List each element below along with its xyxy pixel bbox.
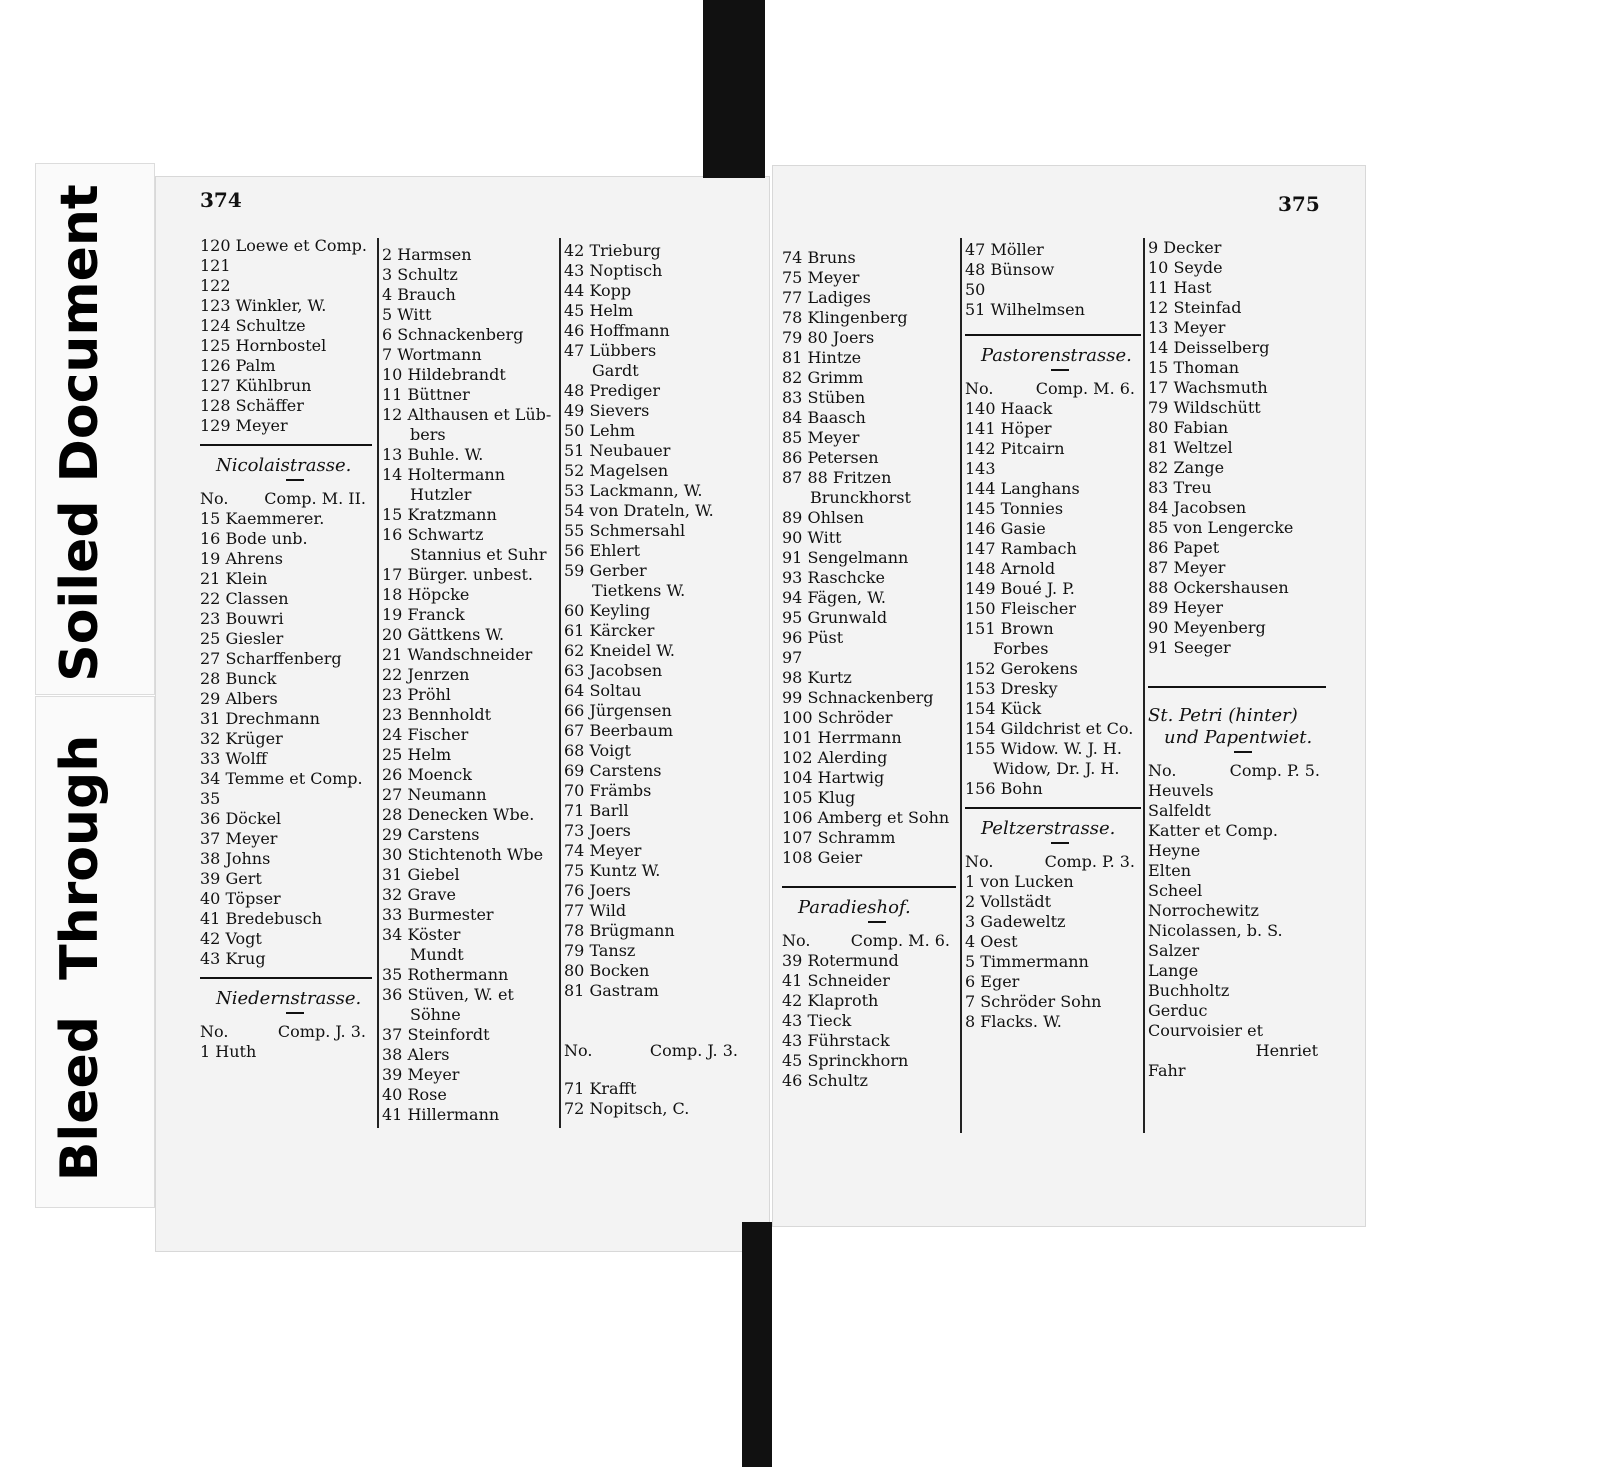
- list-entry: Elten: [1148, 861, 1191, 880]
- list-entry: 11 Hast: [1148, 278, 1212, 297]
- list-entry: 10 Seyde: [1148, 258, 1223, 277]
- list-entry: 43 Führstack: [782, 1031, 890, 1050]
- list-entry: Salzer: [1148, 941, 1200, 960]
- list-header: No. Comp. P. 5.: [1148, 761, 1320, 780]
- list-entry: 39 Gert: [200, 869, 262, 888]
- list-entry: 80 Fabian: [1148, 418, 1229, 437]
- list-entry: 46 Schultz: [782, 1071, 868, 1090]
- list-entry: 154 Gildchrist et Co.: [965, 719, 1134, 738]
- list-entry: 83 Stüben: [782, 388, 866, 407]
- column-divider: [1143, 238, 1145, 1133]
- street-heading: Niedernstrasse.: [216, 988, 362, 1009]
- list-entry: 82 Zange: [1148, 458, 1225, 477]
- heading-dash: [1051, 369, 1069, 371]
- section-rule: [965, 334, 1141, 336]
- list-entry: 107 Schramm: [782, 828, 896, 847]
- section-rule: [1148, 686, 1326, 688]
- column-divider: [559, 238, 561, 1128]
- list-entry: 56 Ehlert: [564, 541, 641, 560]
- list-entry: 122: [200, 276, 231, 295]
- list-entry: 12 Steinfad: [1148, 298, 1242, 317]
- list-entry: 61 Kärcker: [564, 621, 655, 640]
- list-entry: 5 Witt: [382, 305, 432, 324]
- list-entry: 40 Rose: [382, 1085, 447, 1104]
- list-entry: 43 Tieck: [782, 1011, 852, 1030]
- street-heading: Pastorenstrasse.: [981, 345, 1132, 366]
- list-entry: 19 Ahrens: [200, 549, 283, 568]
- list-entry: 45 Sprinckhorn: [782, 1051, 909, 1070]
- page-number-left: 374: [200, 188, 242, 212]
- soiled-document-label: Soiled Document: [50, 184, 110, 682]
- list-entry: 124 Schultze: [200, 316, 306, 335]
- list-entry: 68 Voigt: [564, 741, 631, 760]
- street-heading: Paradieshof.: [798, 897, 911, 918]
- list-entry: 80 Bocken: [564, 961, 650, 980]
- list-entry: 102 Alerding: [782, 748, 888, 767]
- list-entry: Courvoisier et: [1148, 1021, 1264, 1040]
- list-entry: 142 Pitcairn: [965, 439, 1065, 458]
- list-entry: 8 Flacks. W.: [965, 1012, 1062, 1031]
- list-entry: 106 Amberg et Sohn: [782, 808, 950, 827]
- list-entry: 43 Noptisch: [564, 261, 663, 280]
- list-entry: 34 Temme et Comp.: [200, 769, 363, 788]
- street-heading-cont: und Papentwiet.: [1164, 727, 1313, 748]
- list-entry: 75 Meyer: [782, 268, 860, 287]
- list-entry: 153 Dresky: [965, 679, 1058, 698]
- list-entry: 42 Vogt: [200, 929, 262, 948]
- entry-continuation: Widow, Dr. J. H.: [993, 759, 1120, 778]
- binding-strip-top: [703, 0, 765, 178]
- list-entry: 63 Jacobsen: [564, 661, 663, 680]
- list-entry: 32 Grave: [382, 885, 456, 904]
- list-entry: 36 Stüven, W. et: [382, 985, 514, 1004]
- entry-continuation: Henriet: [1255, 1041, 1318, 1060]
- list-entry: Buchholtz: [1148, 981, 1230, 1000]
- list-entry: 82 Grimm: [782, 368, 864, 387]
- list-entry: 144 Langhans: [965, 479, 1080, 498]
- list-entry: 143: [965, 459, 996, 478]
- list-entry: Lange: [1148, 961, 1199, 980]
- list-entry: 2 Vollstädt: [965, 892, 1052, 911]
- list-entry: 11 Büttner: [382, 385, 470, 404]
- list-entry: 44 Kopp: [564, 281, 632, 300]
- list-entry: 98 Kurtz: [782, 668, 852, 687]
- list-entry: 30 Stichtenoth Wbe: [382, 845, 544, 864]
- list-entry: 20 Gättkens W.: [382, 625, 505, 644]
- list-entry: 62 Kneidel W.: [564, 641, 675, 660]
- list-entry: 17 Wachsmuth: [1148, 378, 1268, 397]
- list-entry: 89 Ohlsen: [782, 508, 864, 527]
- entry-continuation: Tietkens W.: [592, 581, 686, 600]
- binding-strip-bottom: [742, 1222, 772, 1467]
- list-entry: 90 Witt: [782, 528, 842, 547]
- list-entry: 51 Wilhelmsen: [965, 300, 1085, 319]
- list-entry: 71 Krafft: [564, 1079, 637, 1098]
- list-entry: 22 Jenrzen: [382, 665, 470, 684]
- list-entry: 91 Seeger: [1148, 638, 1231, 657]
- list-entry: 23 Bennholdt: [382, 705, 492, 724]
- list-entry: 23 Pröhl: [382, 685, 451, 704]
- list-entry: 13 Buhle. W.: [382, 445, 484, 464]
- list-entry: 3 Schultz: [382, 265, 458, 284]
- list-entry: 3 Gadeweltz: [965, 912, 1066, 931]
- list-entry: 25 Helm: [382, 745, 452, 764]
- list-entry: 74 Meyer: [564, 841, 642, 860]
- list-entry: 17 Bürger. unbest.: [382, 565, 533, 584]
- list-entry: 42 Trieburg: [564, 241, 661, 260]
- right-col-2: [965, 240, 1141, 1032]
- list-entry: 33 Burmester: [382, 905, 494, 924]
- list-entry: 16 Schwartz: [382, 525, 484, 544]
- list-entry: 123 Winkler, W.: [200, 296, 327, 315]
- list-entry: 46 Hoffmann: [564, 321, 670, 340]
- list-entry: 50 Lehm: [564, 421, 636, 440]
- list-entry: 96 Püst: [782, 628, 844, 647]
- list-entry: 41 Hillermann: [382, 1105, 500, 1124]
- list-entry: 140 Haack: [965, 399, 1053, 418]
- list-entry: 121: [200, 256, 231, 275]
- list-entry: 5 Timmermann: [965, 952, 1089, 971]
- entry-continuation: Söhne: [410, 1005, 461, 1024]
- column-divider: [960, 238, 962, 1133]
- list-entry: 7 Schröder Sohn: [965, 992, 1102, 1011]
- list-entry: 59 Gerber: [564, 561, 647, 580]
- list-entry: 21 Klein: [200, 569, 268, 588]
- list-entry: 155 Widow. W. J. H.: [965, 739, 1122, 758]
- list-header: No. Comp. M. 6.: [782, 931, 950, 950]
- right-col-1: [782, 248, 956, 1091]
- list-entry: 43 Krug: [200, 949, 266, 968]
- list-entry: 147 Rambach: [965, 539, 1077, 558]
- list-entry: 13 Meyer: [1148, 318, 1226, 337]
- section-rule: [782, 886, 956, 888]
- page-number-right: 375: [1278, 192, 1320, 216]
- list-entry: 129 Meyer: [200, 416, 288, 435]
- list-entry: 87 Meyer: [1148, 558, 1226, 577]
- list-entry: 52 Magelsen: [564, 461, 669, 480]
- list-entry: 154 Kück: [965, 699, 1042, 718]
- list-entry: 156 Bohn: [965, 779, 1043, 798]
- list-entry: 79 80 Joers: [782, 328, 875, 347]
- list-entry: 12 Althausen et Lüb-: [382, 405, 552, 424]
- list-entry: 38 Alers: [382, 1045, 450, 1064]
- list-entry: 37 Meyer: [200, 829, 278, 848]
- list-entry: 120 Loewe et Comp.: [200, 236, 367, 255]
- entry-continuation: Forbes: [993, 639, 1049, 658]
- list-entry: 48 Prediger: [564, 381, 661, 400]
- list-entry: 27 Neumann: [382, 785, 487, 804]
- list-entry: 26 Moenck: [382, 765, 472, 784]
- list-entry: 1 von Lucken: [965, 872, 1074, 891]
- street-heading: St. Petri (hinter): [1148, 705, 1298, 726]
- list-entry: 15 Kaemmerer.: [200, 509, 325, 528]
- entry-continuation: Gardt: [592, 361, 639, 380]
- list-entry: 90 Meyenberg: [1148, 618, 1266, 637]
- right-col-3: [1148, 238, 1326, 1081]
- list-entry: 27 Scharffenberg: [200, 649, 342, 668]
- list-entry: 34 Köster: [382, 925, 461, 944]
- list-entry: 35 Rothermann: [382, 965, 509, 984]
- left-col-1: [200, 236, 372, 1062]
- list-entry: Gerduc: [1148, 1001, 1208, 1020]
- list-entry: 66 Jürgensen: [564, 701, 672, 720]
- list-entry: 39 Rotermund: [782, 951, 899, 970]
- list-entry: Norrochewitz: [1148, 901, 1259, 920]
- list-entry: 141 Höper: [965, 419, 1052, 438]
- list-entry: 21 Wandschneider: [382, 645, 533, 664]
- list-entry: 35: [200, 789, 221, 808]
- list-header: No. Comp. J. 3.: [564, 1041, 738, 1060]
- list-entry: 77 Ladiges: [782, 288, 871, 307]
- entry-continuation: bers: [410, 425, 446, 444]
- list-entry: 16 Bode unb.: [200, 529, 308, 548]
- section-rule: [200, 444, 372, 446]
- list-header: No. Comp. J. 3.: [200, 1022, 366, 1041]
- list-entry: 150 Fleischer: [965, 599, 1077, 618]
- list-entry: 101 Herrmann: [782, 728, 902, 747]
- list-entry: 24 Fischer: [382, 725, 469, 744]
- list-entry: 128 Schäffer: [200, 396, 304, 415]
- list-entry: 29 Albers: [200, 689, 278, 708]
- list-entry: 125 Hornbostel: [200, 336, 327, 355]
- list-entry: Salfeldt: [1148, 801, 1211, 820]
- list-entry: 64 Soltau: [564, 681, 642, 700]
- list-entry: 79 Wildschütt: [1148, 398, 1261, 417]
- list-entry: 148 Arnold: [965, 559, 1056, 578]
- list-entry: 48 Bünsow: [965, 260, 1055, 279]
- list-entry: 42 Klaproth: [782, 991, 879, 1010]
- list-entry: 6 Eger: [965, 972, 1020, 991]
- list-entry: 28 Bunck: [200, 669, 277, 688]
- list-entry: 88 Ockershausen: [1148, 578, 1289, 597]
- list-entry: 10 Hildebrandt: [382, 365, 506, 384]
- list-entry: 2 Harmsen: [382, 245, 472, 264]
- heading-dash: [1051, 842, 1069, 844]
- street-heading: Peltzerstrasse.: [981, 818, 1116, 839]
- list-entry: 91 Sengelmann: [782, 548, 909, 567]
- list-entry: 84 Jacobsen: [1148, 498, 1247, 517]
- list-entry: 72 Nopitsch, C.: [564, 1099, 690, 1118]
- list-entry: 1 Huth: [200, 1042, 257, 1061]
- list-entry: 31 Giebel: [382, 865, 460, 884]
- list-entry: 105 Klug: [782, 788, 856, 807]
- list-entry: Heuvels: [1148, 781, 1214, 800]
- list-entry: 75 Kuntz W.: [564, 861, 661, 880]
- list-entry: 14 Holtermann: [382, 465, 506, 484]
- entry-continuation: Brunckhorst: [810, 488, 911, 507]
- list-entry: 74 Bruns: [782, 248, 856, 267]
- list-entry: 45 Helm: [564, 301, 634, 320]
- list-entry: 145 Tonnies: [965, 499, 1064, 518]
- list-entry: 60 Keyling: [564, 601, 651, 620]
- list-entry: 77 Wild: [564, 901, 627, 920]
- list-entry: 81 Weltzel: [1148, 438, 1233, 457]
- list-entry: 78 Brügmann: [564, 921, 675, 940]
- list-entry: Heyne: [1148, 841, 1201, 860]
- list-entry: Scheel: [1148, 881, 1203, 900]
- list-entry: 97: [782, 648, 803, 667]
- list-entry: 81 Hintze: [782, 348, 862, 367]
- list-entry: 6 Schnackenberg: [382, 325, 524, 344]
- list-entry: 15 Kratzmann: [382, 505, 497, 524]
- entry-continuation: Stannius et Suhr: [410, 545, 547, 564]
- list-entry: Katter et Comp.: [1148, 821, 1278, 840]
- list-entry: 78 Klingenberg: [782, 308, 908, 327]
- heading-dash: [1234, 751, 1252, 753]
- list-entry: 149 Boué J. P.: [965, 579, 1075, 598]
- list-entry: 47 Möller: [965, 240, 1044, 259]
- list-entry: 36 Döckel: [200, 809, 282, 828]
- list-entry: 79 Tansz: [564, 941, 636, 960]
- list-entry: 152 Gerokens: [965, 659, 1078, 678]
- list-entry: 93 Raschcke: [782, 568, 885, 587]
- list-entry: 100 Schröder: [782, 708, 893, 727]
- list-entry: 71 Barll: [564, 801, 629, 820]
- list-entry: 70 Främbs: [564, 781, 652, 800]
- list-entry: 69 Carstens: [564, 761, 662, 780]
- list-entry: 14 Deisselberg: [1148, 338, 1270, 357]
- list-entry: 38 Johns: [200, 849, 271, 868]
- list-entry: 4 Brauch: [382, 285, 456, 304]
- list-entry: 28 Denecken Wbe.: [382, 805, 535, 824]
- list-entry: 89 Heyer: [1148, 598, 1224, 617]
- list-header: No. Comp. M. II.: [200, 489, 366, 508]
- list-entry: 76 Joers: [564, 881, 631, 900]
- list-entry: 83 Treu: [1148, 478, 1212, 497]
- list-entry: 7 Wortmann: [382, 345, 482, 364]
- list-entry: 67 Beerbaum: [564, 721, 674, 740]
- list-entry: 95 Grunwald: [782, 608, 888, 627]
- list-entry: 151 Brown: [965, 619, 1054, 638]
- list-entry: 19 Franck: [382, 605, 465, 624]
- left-col-3: [564, 241, 744, 1119]
- list-entry: 85 von Lengercke: [1148, 518, 1294, 537]
- list-entry: 51 Neubauer: [564, 441, 671, 460]
- street-heading: Nicolaistrasse.: [216, 455, 352, 476]
- list-entry: 47 Lübbers: [564, 341, 657, 360]
- list-entry: 32 Krüger: [200, 729, 283, 748]
- list-entry: 81 Gastram: [564, 981, 659, 1000]
- list-entry: 94 Fägen, W.: [782, 588, 886, 607]
- list-entry: 4 Oest: [965, 932, 1018, 951]
- list-entry: 9 Decker: [1148, 238, 1222, 257]
- list-entry: Fahr: [1148, 1061, 1186, 1080]
- list-entry: 31 Drechmann: [200, 709, 320, 728]
- list-entry: 49 Sievers: [564, 401, 650, 420]
- list-entry: 127 Kühlbrun: [200, 376, 312, 395]
- list-entry: 146 Gasie: [965, 519, 1046, 538]
- section-rule: [200, 977, 372, 979]
- entry-continuation: Mundt: [410, 945, 464, 964]
- list-entry: 50: [965, 280, 986, 299]
- list-entry: 23 Bouwri: [200, 609, 284, 628]
- list-entry: 25 Giesler: [200, 629, 284, 648]
- list-entry: 86 Papet: [1148, 538, 1220, 557]
- left-col-2: [382, 245, 558, 1125]
- list-entry: 41 Schneider: [782, 971, 890, 990]
- list-entry: 104 Hartwig: [782, 768, 885, 787]
- entry-continuation: Hutzler: [410, 485, 472, 504]
- column-divider: [377, 238, 379, 1128]
- list-entry: 40 Töpser: [200, 889, 281, 908]
- list-entry: 39 Meyer: [382, 1065, 460, 1084]
- list-entry: 18 Höpcke: [382, 585, 470, 604]
- list-entry: 86 Petersen: [782, 448, 879, 467]
- list-entry: Nicolassen, b. S.: [1148, 921, 1283, 940]
- heading-dash: [286, 1012, 304, 1014]
- list-header: No. Comp. M. 6.: [965, 379, 1135, 398]
- list-entry: 87 88 Fritzen: [782, 468, 892, 487]
- heading-dash: [286, 479, 304, 481]
- heading-dash: [868, 921, 886, 923]
- section-rule: [965, 807, 1141, 809]
- list-entry: 54 von Drateln, W.: [564, 501, 714, 520]
- list-entry: 33 Wolff: [200, 749, 267, 768]
- list-entry: 85 Meyer: [782, 428, 860, 447]
- list-entry: 99 Schnackenberg: [782, 688, 934, 707]
- list-entry: 37 Steinfordt: [382, 1025, 490, 1044]
- list-entry: 29 Carstens: [382, 825, 480, 844]
- list-entry: 15 Thoman: [1148, 358, 1240, 377]
- list-entry: 73 Joers: [564, 821, 631, 840]
- list-entry: 84 Baasch: [782, 408, 866, 427]
- list-entry: 53 Lackmann, W.: [564, 481, 703, 500]
- list-entry: 108 Geier: [782, 848, 863, 867]
- list-entry: 55 Schmersahl: [564, 521, 686, 540]
- list-header: No. Comp. P. 3.: [965, 852, 1135, 871]
- list-entry: 126 Palm: [200, 356, 276, 375]
- bleed-through-label: Bleed Through: [50, 734, 110, 1182]
- list-entry: 41 Bredebusch: [200, 909, 323, 928]
- list-entry: 22 Classen: [200, 589, 289, 608]
